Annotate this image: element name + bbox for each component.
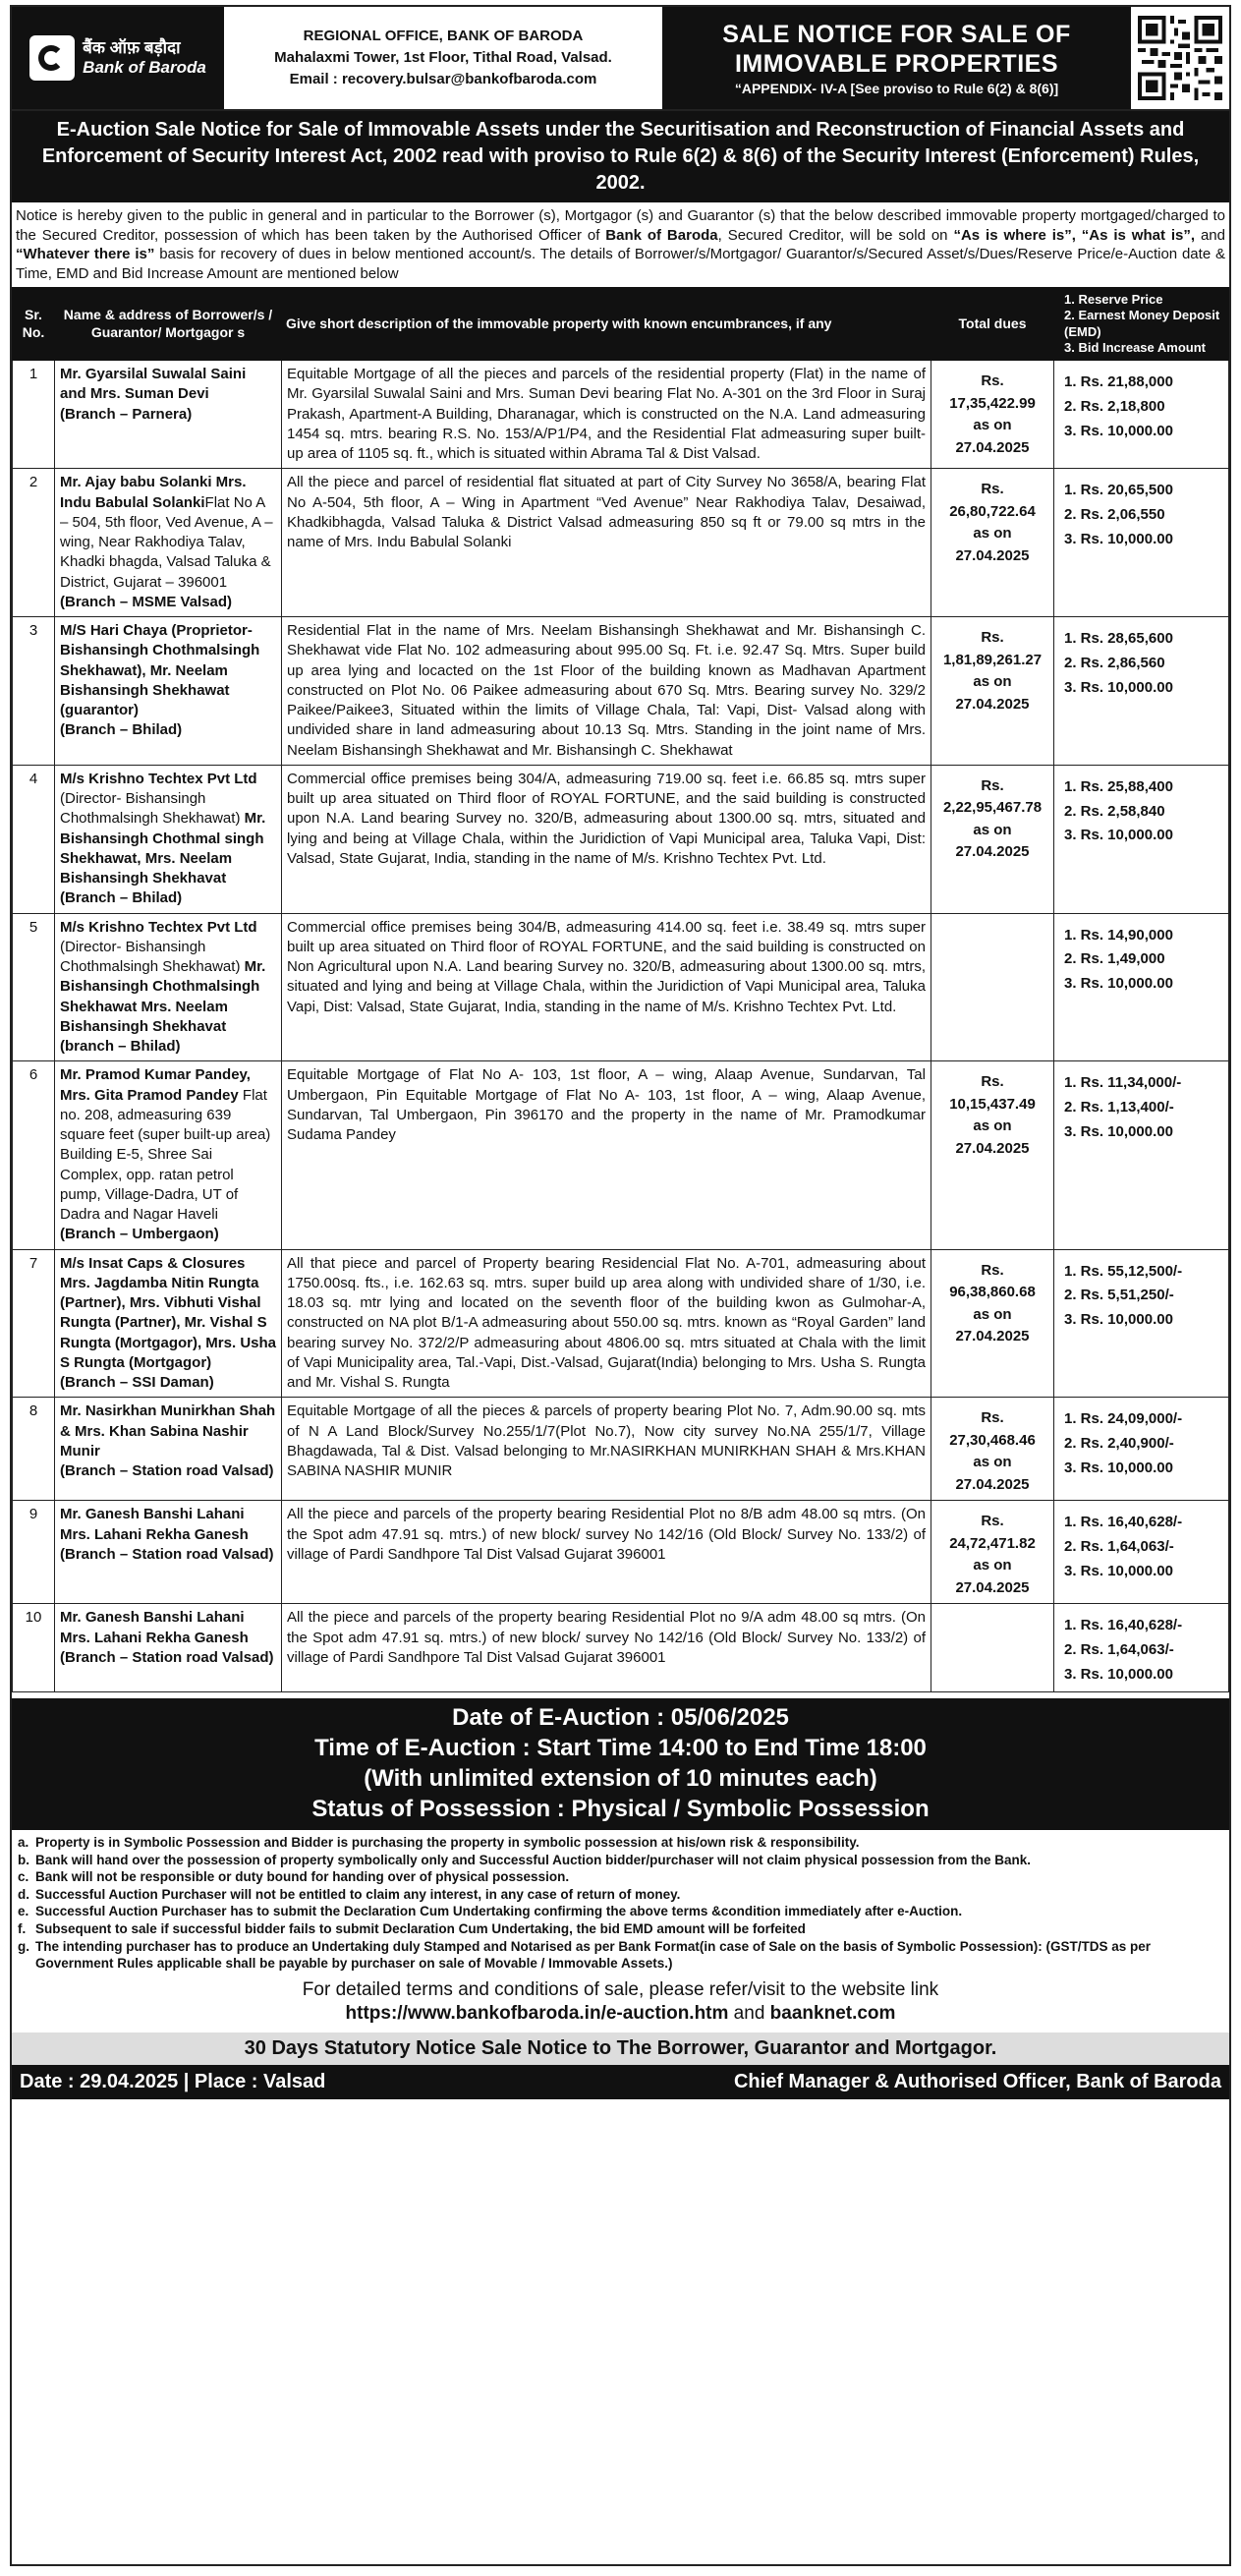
dues-amount: 96,38,860.68 [949, 1284, 1036, 1300]
footer-bar [12, 2065, 1229, 2099]
borrower-name: Mr. Ganesh Banshi Lahani Mrs. Lahani Rekha Ganesh (Branch – Station road Valsad) [60, 1609, 274, 1666]
bid-increase: 3. Rs. 10,000.00 [1064, 1122, 1173, 1140]
reserve-price: 1. Rs. 21,88,000 [1064, 373, 1173, 390]
property-description: Equitable Mortgage of all the pieces & parcels of property bearing Plot No. 7, Adm.90.00 sq. mts of N A Land Block/Survey No.255/1/7(Plot No.7), Now city survey No.NA 255/1/7, Village Bhagdawada, Tal & Dist. Valsad belonging to Mr.NASIRKHAN MUNIRKHAN SHAH & Mrs.KHAN SABINA NASHIR MUNIR [282, 1398, 931, 1501]
bid-increase: 3. Rs. 10,000.00 [1064, 827, 1173, 844]
reserve-cell [1054, 913, 1229, 1061]
appendix-reference: “APPENDIX- IV-A [See proviso to Rule 6(2) & 8(6)] [734, 81, 1059, 96]
branch-name: (Branch – Umbergaon) [60, 1226, 219, 1243]
notice-basis: “As is where is”, “As is what is”, [953, 226, 1196, 244]
notice-text: and [1195, 226, 1225, 244]
reserve-price: 1. Rs. 20,65,500 [1064, 482, 1173, 499]
dues-amount: 27,30,468.46 [949, 1431, 1036, 1449]
total-dues-cell [931, 913, 1054, 1061]
branch-name: (Branch – Bhilad) [60, 721, 183, 739]
borrower-address: Flat no. 208, admeasuring 639 square feet (super built-up area) Building E-5, Shree Sai Complex, opp. ratan petrol pump, Village-Dadra, UT of Dadra and Nagar Haveli [60, 1086, 271, 1223]
property-description: Equitable Mortgage of all the pieces and parcels of the residential property (Flat) in the name of Mr. Gyarsilal Suwalal Saini and Mrs. Suman Devi bearing Flat No. A-301 on the 3rd Floor in Suraj Prakash, Apartment-A Building, Dharanagar, which is constructed on the N.A. Land admeasuring 1454 sq. mtrs. bearing R.S. No. 153/A/P1/P4, and the Residential Flat admeasuring super built-up area of 1105 sq. ft., which is situated within Abrama Tal & Dist Valsad. [282, 361, 931, 469]
branch-name: (Branch – Bhilad) [60, 889, 183, 907]
office-name: REGIONAL OFFICE, BANK OF BARODA [303, 28, 584, 45]
term-text: Subsequent to sale if successful bidder fails to submit Declaration Cum Undertaking, the bid EMD amount will be forfeited [35, 1920, 806, 1936]
bid-increase: 3. Rs. 10,000.00 [1064, 678, 1173, 696]
terms-list [12, 1830, 1229, 1972]
auction-extension: (With unlimited extension of 10 minutes each) [364, 1764, 877, 1792]
col-header-emd: 2. Earnest Money Deposit (EMD) [1064, 308, 1220, 339]
borrower-name: M/s Krishno Techtex Pvt Ltd [60, 918, 257, 936]
notice-header [12, 7, 1229, 111]
reserve-price: 1. Rs. 16,40,628/- [1064, 1617, 1183, 1634]
branch-name: (Branch – SSI Daman) [60, 1374, 214, 1391]
auction-date: Date of E-Auction : 05/06/2025 [452, 1703, 789, 1731]
dues-amount: 2,22,95,467.78 [942, 799, 1043, 817]
reserve-cell [1054, 361, 1229, 469]
table-row [13, 1249, 1229, 1398]
dues-currency: Rs. [981, 1261, 1004, 1279]
bid-increase: 3. Rs. 10,000.00 [1064, 1665, 1173, 1683]
reserve-cell [1054, 1398, 1229, 1501]
property-description: Commercial office premises being 304/B, admeasuring 414.00 sq. feet i.e. 38.49 sq. mtrs super built up area situated on Third floor of ROYAL FORTUNE, and the said building is constructed on Non Agricultural upon N.A. Land bearing Survey no. 320/B, admeasuring about 1300.00 sq. mtrs, situated and lying and being at Village Chala, within the Juridiction of Vapi Municipal area, Taluka Vapi, Dist: Valsad, State Gujarat, India, standing in the name of M/s. Krishno Techtex Pvt. Ltd. [282, 913, 931, 1061]
term-key: b. [18, 1852, 29, 1867]
borrower-cell [55, 765, 282, 913]
table-row [13, 765, 1229, 913]
emd-amount: 2. Rs. 2,06,550 [1064, 506, 1165, 523]
office-email: Email : recovery.bulsar@bankofbaroda.com [289, 70, 597, 87]
dues-date: 27.04.2025 [955, 438, 1030, 456]
borrower-name: M/s Krishno Techtex Pvt Ltd [60, 770, 257, 787]
col-header-description: Give short description of the immovable property with known encumbrances, if any [282, 288, 931, 361]
total-dues-cell [931, 1604, 1054, 1691]
table-header-row [13, 288, 1229, 361]
notice-title-block [662, 7, 1131, 109]
property-description: Commercial office premises being 304/A, admeasuring 719.00 sq. feet i.e. 66.85 sq. mtrs super built up area situated on Third floor of ROYAL FORTUNE, and the said building is constructed upon N.A. Land bearing Survey no. 320/B, admeasuring about 1300.00 sq. mtrs, situated and lying and being at Village Chala, within the Juridiction of Vapi Municipal area, Taluka Vapi, Dist: Valsad, State Gujarat, India, standing in the name of M/s. Krishno Techtex Pvt. Ltd. [282, 765, 931, 913]
dues-date: 27.04.2025 [955, 843, 1030, 861]
regional-office-block [224, 7, 662, 109]
reserve-price: 1. Rs. 25,88,400 [1064, 777, 1173, 795]
reserve-cell [1054, 765, 1229, 913]
term-key: a. [18, 1835, 29, 1851]
borrower-name: Mr. Ajay babu Solanki Mrs. Indu Babulal Solanki [60, 474, 247, 511]
emd-amount: 2. Rs. 2,18,800 [1064, 397, 1165, 415]
total-dues-cell [931, 361, 1054, 469]
term-key: e. [18, 1904, 29, 1919]
total-dues-cell [931, 1501, 1054, 1604]
possession-status: Status of Possession : Physical / Symbolic Possession [311, 1796, 930, 1823]
borrower-cell [55, 1501, 282, 1604]
col-header-name: Name & address of Borrower/s / Guarantor/ Mortgagor s [55, 288, 282, 361]
sr-no: 1 [13, 361, 55, 469]
total-dues-cell [931, 1061, 1054, 1249]
sr-no: 10 [13, 1604, 55, 1691]
dues-currency: Rs. [981, 1073, 1004, 1091]
borrower-cell [55, 617, 282, 766]
emd-amount: 2. Rs. 1,64,063/- [1064, 1641, 1174, 1658]
dues-amount: 10,15,437.49 [949, 1095, 1036, 1113]
term-key: g. [18, 1938, 29, 1954]
property-description: Residential Flat in the name of Mrs. Neelam Bishansingh Shekhawat and Mr. Bishansingh C. Shekhawat vide Flat No. 102 admeasuring about 995.00 Sq. Ft. i.e. 92.47 Sq. Mtrs. Super build up area lying and locacted on the 1st Floor of the building known as Madhavan Apartment constructed on Plot No. 06 Paikee admeasuring about 670 Sq. Mtrs. Bearing survey No. 329/2 Paikee/Paikee3, Situated within the limits of Village Chala, Tal: Vapi, Dist- Valsad along with undivided share in land admeasuring about 10.13 Sq. Mtrs. Standing in the joint name of Mrs. Neelam Bishansingh Shekhawat and Mr. Bishansingh C. Shekhawat [282, 617, 931, 766]
eauction-heading: E-Auction Sale Notice for Sale of Immovable Assets under the Securitisation and Reconstruction of Financial Assets and Enforcement of Security Interest Act, 2002 read with proviso to Rule 6(2) & 8(6) of the Security Interest (Enforcement) Rules, 2002. [12, 111, 1229, 202]
total-dues-cell [931, 1398, 1054, 1501]
reserve-price: 1. Rs. 16,40,628/- [1064, 1514, 1183, 1531]
col-header-dues: Total dues [931, 288, 1054, 361]
term-key: c. [18, 1869, 29, 1885]
emd-amount: 2. Rs. 5,51,250/- [1064, 1287, 1174, 1304]
borrower-name: Mr. Ganesh Banshi Lahani Mrs. Lahani Rekha Ganesh (Branch – Station road Valsad) [60, 1506, 274, 1563]
col-header-reserve-price: 1. Reserve Price [1064, 292, 1163, 307]
dues-as-on: as on [973, 525, 1012, 543]
dues-date: 27.04.2025 [955, 1139, 1030, 1157]
term-item [18, 1834, 1223, 1852]
table-row [13, 1604, 1229, 1691]
branch-name: (Branch – Parnera) [60, 405, 193, 423]
sr-no: 4 [13, 765, 55, 913]
dues-currency: Rs. [981, 629, 1004, 646]
logo-english-text: Bank of Baroda [83, 58, 206, 77]
term-item [18, 1938, 1223, 1973]
branch-name: (Branch – MSME Valsad) [60, 593, 233, 610]
borrower-address: Flat No A – 504, 5th floor, Ved Avenue, A – wing, Near Rakhodiya Talav, Khadki bhagda, Valsad Taluka & District, Gujarat – 396001 [60, 493, 273, 591]
borrower-name-2: Mr. Bishansingh Chothmalsingh Shekhawat Mrs. Neelam Bishansingh Shekhavat [60, 958, 266, 1035]
branch-name: (Branch – Station road Valsad) [60, 1462, 274, 1479]
sr-no: 2 [13, 469, 55, 617]
dues-date: 27.04.2025 [955, 1475, 1030, 1493]
term-item [18, 1886, 1223, 1904]
borrower-cell [55, 469, 282, 617]
reserve-price: 1. Rs. 11,34,000/- [1064, 1074, 1182, 1092]
borrower-name: M/S Hari Chaya (Proprietor- Bishansingh Chothmalsingh Shekhawat), Mr. Neelam Bishansingh Shekhawat (guarantor) [60, 622, 260, 718]
authorised-signatory: Chief Manager & Authorised Officer, Bank of Baroda [733, 2071, 1221, 2092]
notice-text: Notice is hereby given to the public in general and in particular to the Borrower (s), Mortgagor (s) and Guarantor (s) that the below described immovable property mortgaged/charged to the Secured Creditor, possession of which has been taken by the Authorised Officer of [16, 207, 1225, 244]
term-text: Property is in Symbolic Possession and Bidder is purchasing the property in symbolic possession at his/own risk & responsibility. [35, 1835, 860, 1851]
table-row [13, 1061, 1229, 1249]
term-item [18, 1903, 1223, 1920]
emd-amount: 2. Rs. 1,49,000 [1064, 950, 1165, 968]
auction-time: Time of E-Auction : Start Time 14:00 to End Time 18:00 [314, 1734, 927, 1761]
dues-amount: 26,80,722.64 [949, 502, 1036, 520]
term-key: f. [18, 1920, 27, 1936]
more-info-and: and [728, 2003, 770, 2025]
total-dues-cell [931, 469, 1054, 617]
borrower-cell [55, 1398, 282, 1501]
term-text: Successful Auction Purchaser will not be entitled to claim any interest, in any case of return of money. [35, 1886, 681, 1902]
logo-hindi-text: बैंक ऑफ़ बड़ौदा [83, 38, 181, 58]
dues-currency: Rs. [981, 1513, 1004, 1530]
office-address: Mahalaxmi Tower, 1st Floor, Tithal Road, Valsad. [274, 49, 612, 67]
statutory-notice: 30 Days Statutory Notice Sale Notice to The Borrower, Guarantor and Mortgagor. [12, 2032, 1229, 2065]
borrower-name: Mr. Pramod Kumar Pandey, Mrs. Gita Pramod Pandey [60, 1066, 251, 1104]
table-row [13, 1398, 1229, 1501]
emd-amount: 2. Rs. 2,86,560 [1064, 654, 1165, 671]
reserve-price: 1. Rs. 28,65,600 [1064, 630, 1173, 647]
total-dues-cell [931, 1249, 1054, 1398]
dues-currency: Rs. [981, 776, 1004, 794]
dues-amount: 1,81,89,261.27 [942, 651, 1043, 668]
dues-amount: 17,35,422.99 [949, 394, 1036, 412]
term-item [18, 1852, 1223, 1869]
qr-code-icon [1131, 7, 1229, 109]
dues-currency: Rs. [981, 1409, 1004, 1427]
table-row [13, 617, 1229, 766]
borrower-name: M/s Insat Caps & Closures Mrs. Jagdamba Nitin Rungta (Partner), Mrs. Vibhuti Vishal Rungta (Partner), Mr. Vishal S Rungta (Mortgagor), Mrs. Usha S Rungta (Mortgagor) [60, 1254, 276, 1371]
term-text: The intending purchaser has to produce an Undertaking duly Stamped and Notarised as per Bank Format(in case of Sale on the basis of Symbolic Possession): (GST/TDS as per Government Rules applicable shall be payable by purchaser on sale of Movable / Immovable Assets.) [35, 1938, 1151, 1972]
term-item [18, 1868, 1223, 1886]
reserve-price: 1. Rs. 55,12,500/- [1064, 1262, 1183, 1280]
reserve-price: 1. Rs. 24,09,000/- [1064, 1410, 1183, 1428]
bank-auction-link[interactable]: https://www.bankofbaroda.in/e-auction.htm [345, 2003, 729, 2025]
borrower-cell [55, 1249, 282, 1398]
sr-no: 6 [13, 1061, 55, 1249]
property-description: All the piece and parcels of the property bearing Residential Plot no 9/A adm 48.00 sq mtrs. (On the Spot adm 47.91 sq. mtrs.) of new block/ survey No 142/16 (Old Block/ Survey No. 133/2) of village of Pardi Sandhpore Tal Dist Valsad Gujarat 396001 [282, 1604, 931, 1691]
dues-currency: Rs. [981, 372, 1004, 389]
borrower-cell [55, 361, 282, 469]
total-dues-cell [931, 617, 1054, 766]
dues-as-on: as on [973, 1117, 1012, 1135]
bank-logo [12, 7, 224, 109]
term-key: d. [18, 1886, 29, 1902]
dues-date: 27.04.2025 [955, 1578, 1030, 1596]
property-description: All that piece and parcel of Property bearing Residencial Flat No. A-701, admeasuring about 1750.00sq. fts., i.e. 162.63 sq. mtrs. super build up area along with undivided share of 1/30, i.e. 18.03 sq. mtr lying and located on the seventh floor of the building kwon as Gulmohar-A, constructed on NA plot B/1-A admeasuring about 550.00 sq. mtrs. known as “Royal Garden” land bearing survey No. 372/2/P admeasuring about 4806.00 sq. mtrs situated at Chala with the limit of Vapi Municipality area, Tal.-Vapi, Dist.-Valsad, Gujarat(India) belonging to Mrs. Usha S. Rungta and Mr. Vishal S. Rungta [282, 1249, 931, 1398]
borrower-address: (Director- Bishansingh Chothmalsingh Shekhawat) [60, 790, 245, 828]
borrower-name: Mr. Gyarsilal Suwalal Saini and Mrs. Suman Devi [60, 366, 247, 403]
col-header-bid-increase: 3. Bid Increase Amount [1064, 339, 1206, 355]
sale-notice-page [10, 5, 1231, 2566]
sr-no: 9 [13, 1501, 55, 1604]
reserve-cell [1054, 469, 1229, 617]
borrower-cell [55, 1604, 282, 1691]
notice-text: basis for recovery of dues in below mentioned account/s. The details of Borrower/s/Mortgagor/ Guarantor/s/Secured Asset/s/Dues/Reserve Price/e-Auction date & Time, EMD and Bid Increase Amount are mentioned below [16, 246, 1225, 282]
dues-as-on: as on [973, 1454, 1012, 1471]
branch-name: (branch – Bhilad) [60, 1038, 181, 1055]
bank-logo-icon [29, 35, 75, 81]
borrower-cell [55, 913, 282, 1061]
dues-as-on: as on [973, 1557, 1012, 1574]
term-text: Bank will not be responsible or duty bound for handing over of physical possession. [35, 1869, 570, 1885]
reserve-cell [1054, 1604, 1229, 1691]
notice-basis: “Whatever there is” [16, 246, 155, 262]
more-info [12, 1973, 1229, 2027]
borrower-name-2: Mr. Bishansingh Chothmal singh Shekhawat, Mrs. Neelam Bishansingh Shekhavat [60, 810, 266, 887]
property-description: All the piece and parcel of residential flat situated at part of City Survey No 3658/A, bearing Flat No A-504, 5th floor, A – Wing in Apartment “Ved Avenue” Near Rakhodiya Talav, Desaiwad, Khadkibhagda, Valsad Taluka & District Valsad admeasuring 850 sq ft or 79.00 sq mtrs in the name of Mrs. Indu Babulal Solanki [282, 469, 931, 617]
bid-increase: 3. Rs. 10,000.00 [1064, 975, 1173, 992]
dues-as-on: as on [973, 673, 1012, 690]
term-text: Bank will hand over the possession of property symbolically only and Successful Auction bidder/purchaser will not claim physical possession from the Bank. [35, 1852, 1031, 1867]
sr-no: 7 [13, 1249, 55, 1398]
date-place: Date : 29.04.2025 | Place : Valsad [20, 2071, 326, 2092]
reserve-price: 1. Rs. 14,90,000 [1064, 926, 1173, 944]
emd-amount: 2. Rs. 2,40,900/- [1064, 1435, 1174, 1452]
notice-title-line1: SALE NOTICE FOR SALE OF [722, 21, 1071, 48]
notice-bank-name: Bank of Baroda [605, 226, 718, 244]
term-text: Successful Auction Purchaser has to submit the Declaration Cum Undertaking confirming the above terms &condition immediately after e-Auction. [35, 1904, 963, 1919]
bid-increase: 3. Rs. 10,000.00 [1064, 1459, 1173, 1476]
borrower-cell [55, 1061, 282, 1249]
properties-table [12, 287, 1229, 1692]
dues-as-on: as on [973, 417, 1012, 433]
borrower-address: (Director- Bishansingh Chothmalsingh Shekhawat) [60, 938, 245, 975]
dues-date: 27.04.2025 [955, 1328, 1030, 1345]
dues-as-on: as on [973, 821, 1012, 838]
bid-increase: 3. Rs. 10,000.00 [1064, 1562, 1173, 1579]
emd-amount: 2. Rs. 1,13,400/- [1064, 1099, 1174, 1116]
total-dues-cell [931, 765, 1054, 913]
table-row [13, 361, 1229, 469]
emd-amount: 2. Rs. 2,58,840 [1064, 802, 1165, 820]
emd-amount: 2. Rs. 1,64,063/- [1064, 1538, 1174, 1555]
public-notice-paragraph [12, 202, 1229, 287]
dues-currency: Rs. [981, 481, 1004, 498]
sr-no: 3 [13, 617, 55, 766]
baanknet-link[interactable]: baanknet.com [769, 2003, 896, 2025]
table-row [13, 1501, 1229, 1604]
dues-as-on: as on [973, 1305, 1012, 1323]
bid-increase: 3. Rs. 10,000.00 [1064, 530, 1173, 547]
dues-date: 27.04.2025 [955, 695, 1030, 713]
table-row [13, 913, 1229, 1061]
table-row [13, 469, 1229, 617]
reserve-cell [1054, 1501, 1229, 1604]
sr-no: 5 [13, 913, 55, 1061]
more-info-text: For detailed terms and conditions of sale, please refer/visit to the website link [302, 1978, 939, 2000]
auction-details [12, 1698, 1229, 1831]
notice-title-line2: IMMOVABLE PROPERTIES [734, 50, 1058, 78]
sr-no: 8 [13, 1398, 55, 1501]
notice-text: , Secured Creditor, will be sold on [717, 226, 954, 244]
reserve-cell [1054, 1249, 1229, 1398]
bid-increase: 3. Rs. 10,000.00 [1064, 422, 1173, 439]
dues-date: 27.04.2025 [955, 546, 1030, 564]
property-description: Equitable Mortgage of Flat No A- 103, 1st floor, A – wing, Alaap Avenue, Sundarvan, Tal Umbergaon, Pin Equitable Mortgage of Flat No A- 103, 1st floor, A – wing, Alaap Avenue, Sundarvan, Tal Umbergaon, Pin 396170 and the property in the name of Mr. Pramodkumar Sudama Pandey [282, 1061, 931, 1249]
dues-amount: 24,72,471.82 [949, 1534, 1036, 1552]
col-header-reserve [1054, 288, 1229, 361]
reserve-cell [1054, 1061, 1229, 1249]
property-description: All the piece and parcels of the property bearing Residential Plot no 8/B adm 48.00 sq mtrs. (On the Spot adm 47.91 sq. mtrs.) of new block/ survey No 142/16 (Old Block/ Survey No. 133/2) of village of Pardi Sandhpore Tal Dist Valsad Gujarat 396001 [282, 1501, 931, 1604]
term-item [18, 1920, 1223, 1938]
reserve-cell [1054, 617, 1229, 766]
borrower-name: Mr. Nasirkhan Munirkhan Shah & Mrs. Khan Sabina Nashir Munir [60, 1402, 276, 1460]
col-header-sr: Sr. No. [13, 288, 55, 361]
bid-increase: 3. Rs. 10,000.00 [1064, 1311, 1173, 1328]
